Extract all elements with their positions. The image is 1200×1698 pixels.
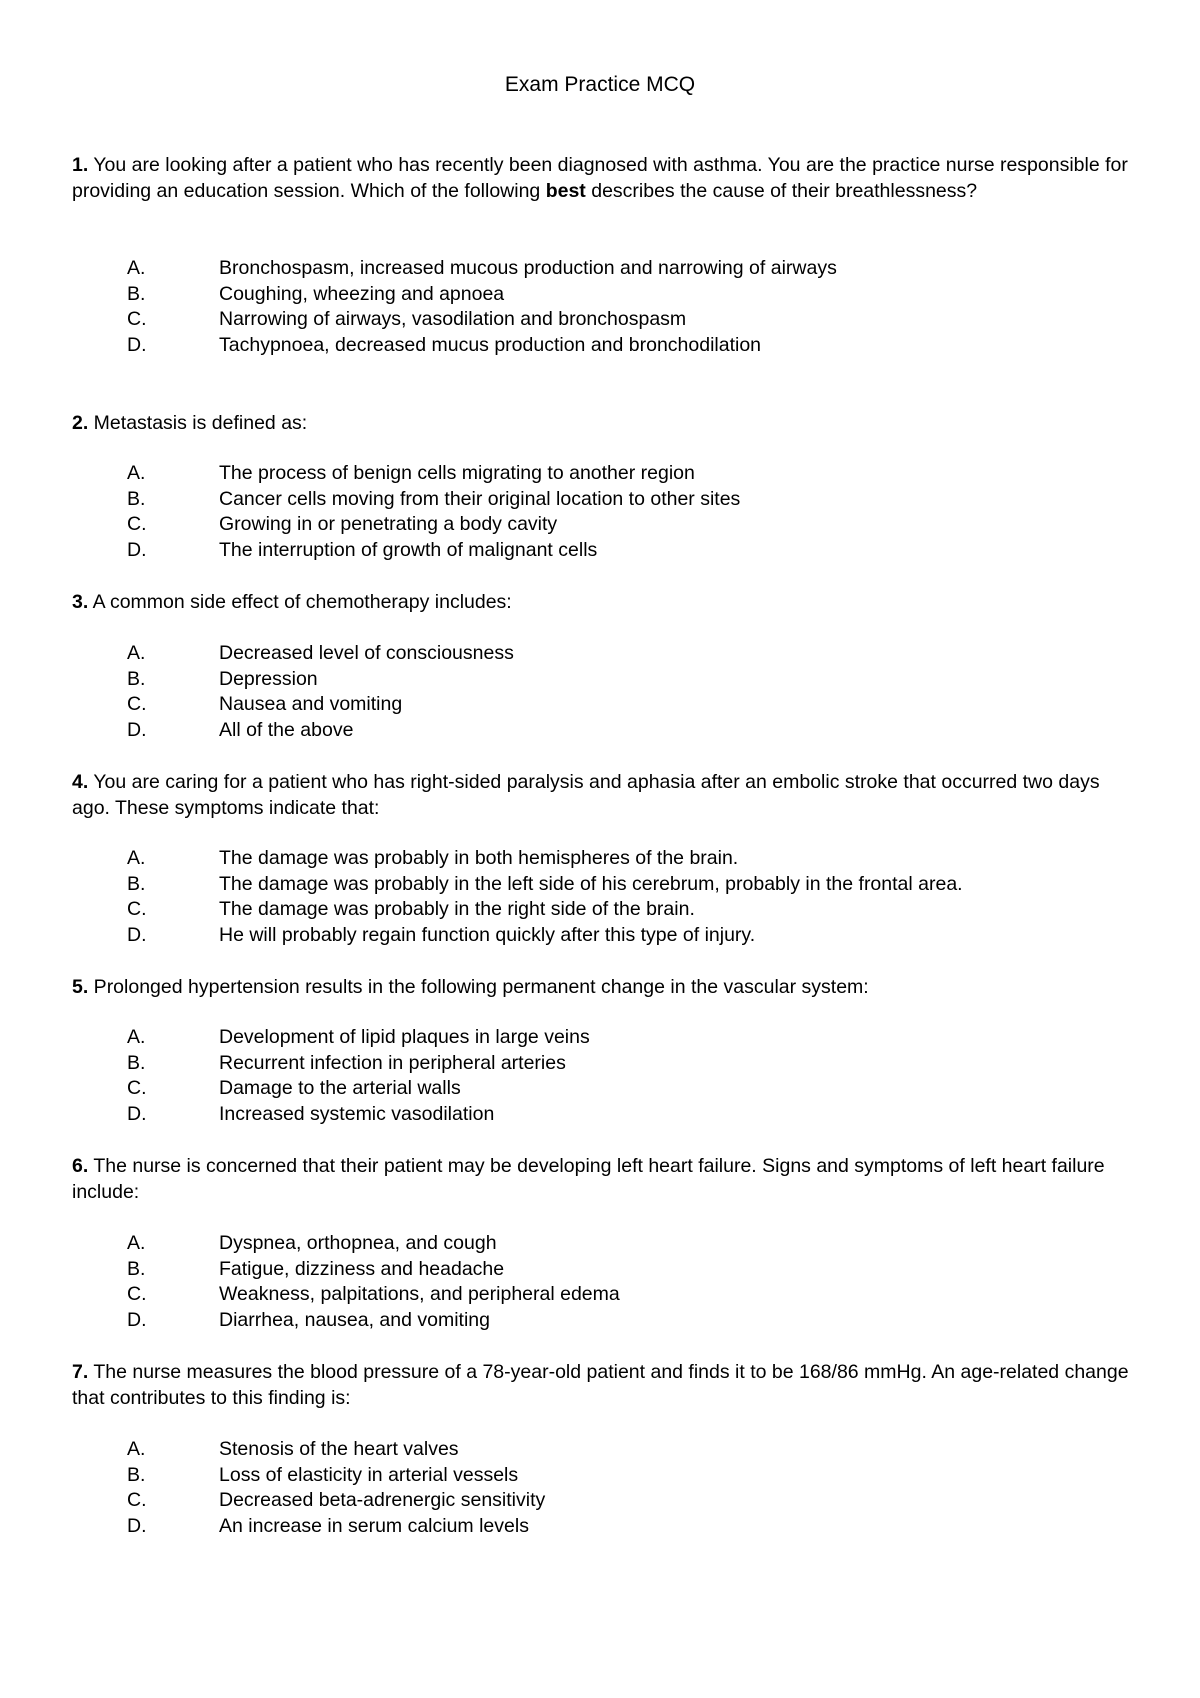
option-text: He will probably regain function quickly after this type of injury. <box>219 924 756 947</box>
question-text: The nurse is concerned that their patient may be developing left heart failure. Signs and symptoms of left heart failure include: <box>72 1155 1105 1203</box>
option-text: Diarrhea, nausea, and vomiting <box>219 1309 490 1332</box>
option-text: Growing in or penetrating a body cavity <box>219 513 558 536</box>
option-text: Loss of elasticity in arterial vessels <box>219 1463 519 1486</box>
question-5-options <box>127 1025 1127 1128</box>
option-c <box>127 307 1127 333</box>
option-letter: C. <box>127 693 147 716</box>
option-d <box>127 1514 1127 1540</box>
option-letter: B. <box>127 872 146 895</box>
option-d <box>127 538 1127 564</box>
option-letter: A. <box>127 1232 146 1254</box>
option-d <box>127 923 1127 949</box>
option-letter: B. <box>127 1051 146 1074</box>
option-letter: D. <box>127 539 147 562</box>
option-letter: B. <box>127 487 146 510</box>
question-text: The nurse measures the blood pressure of a 78-year-old patient and finds it to be 168/86 mmHg. An age-related change that contributes to this finding is: <box>72 1361 1129 1409</box>
option-text: Development of lipid plaques in large veins <box>219 1026 590 1048</box>
question-2-options <box>127 461 1127 564</box>
option-c <box>127 512 1127 538</box>
option-c <box>127 1488 1127 1514</box>
option-text: An increase in serum calcium levels <box>219 1515 529 1538</box>
option-letter: B. <box>127 1463 146 1486</box>
option-c <box>127 1076 1127 1102</box>
question-text: describes the cause of their breathlessness? <box>585 180 978 202</box>
question-emphasis: best <box>545 180 586 202</box>
question-7-stem <box>72 1359 1142 1411</box>
option-d <box>127 718 1127 744</box>
option-text: Nausea and vomiting <box>219 693 403 716</box>
question-4-stem <box>72 769 1142 821</box>
option-letter: C. <box>127 1283 147 1306</box>
option-text: Cancer cells moving from their original location to other sites <box>219 487 741 510</box>
question-3-options <box>127 641 1127 744</box>
question-number: 3. <box>72 591 89 613</box>
option-text: Coughing, wheezing and apnoea <box>219 282 505 305</box>
option-a <box>127 846 1127 872</box>
option-letter: D. <box>127 924 147 947</box>
option-letter: D. <box>127 334 147 357</box>
option-letter: B. <box>127 282 146 305</box>
question-number: 7. <box>72 1361 89 1383</box>
option-text: Decreased level of consciousness <box>219 642 514 664</box>
option-b <box>127 872 1127 898</box>
option-letter: A. <box>127 462 146 484</box>
question-2-stem <box>72 410 1142 436</box>
option-letter: A. <box>127 257 146 279</box>
question-7-options <box>127 1437 1127 1540</box>
option-text: The damage was probably in the left side of his cerebrum, probably in the frontal area. <box>219 872 963 895</box>
option-b <box>127 1051 1127 1077</box>
option-b <box>127 1257 1127 1283</box>
option-c <box>127 1282 1127 1308</box>
option-a <box>127 1437 1127 1463</box>
option-text: Recurrent infection in peripheral arteries <box>219 1051 566 1074</box>
option-b <box>127 667 1127 693</box>
option-a <box>127 461 1127 487</box>
question-1-options <box>127 256 1127 359</box>
option-letter: A. <box>127 1026 146 1048</box>
question-number: 5. <box>72 976 89 998</box>
option-letter: C. <box>127 513 147 536</box>
option-text: The damage was probably in the right side of the brain. <box>219 898 695 921</box>
option-text: Increased systemic vasodilation <box>219 1103 495 1126</box>
option-letter: D. <box>127 1103 147 1126</box>
option-text: Depression <box>219 667 318 690</box>
option-c <box>127 692 1127 718</box>
question-6-stem <box>72 1153 1142 1205</box>
option-text: Dyspnea, orthopnea, and cough <box>219 1232 497 1254</box>
option-a <box>127 1025 1127 1051</box>
option-text: Decreased beta-adrenergic sensitivity <box>219 1489 546 1512</box>
option-c <box>127 897 1127 923</box>
option-d <box>127 333 1127 359</box>
option-text: Tachypnoea, decreased mucus production and bronchodilation <box>219 334 762 357</box>
option-letter: B. <box>127 1257 146 1280</box>
option-text: Stenosis of the heart valves <box>219 1438 459 1460</box>
option-letter: D. <box>127 1515 147 1538</box>
question-number: 6. <box>72 1155 89 1177</box>
option-text: All of the above <box>219 719 354 742</box>
option-text: Damage to the arterial walls <box>219 1077 461 1100</box>
option-d <box>127 1308 1127 1334</box>
option-letter: D. <box>127 719 147 742</box>
page-title: Exam Practice MCQ <box>504 73 696 96</box>
option-text: Bronchospasm, increased mucous production and narrowing of airways <box>219 257 837 279</box>
question-number: 2. <box>72 412 89 434</box>
option-a <box>127 641 1127 667</box>
option-text: Fatigue, dizziness and headache <box>219 1257 505 1280</box>
option-letter: C. <box>127 1077 147 1100</box>
question-text: You are looking after a patient who has recently been diagnosed with asthma. You are the practice nurse responsible for providing an education session. Which of the following <box>72 154 1128 202</box>
option-text: The interruption of growth of malignant cells <box>219 539 598 562</box>
option-a <box>127 1231 1127 1257</box>
question-text: Prolonged hypertension results in the following permanent change in the vascular system: <box>88 976 869 998</box>
option-letter: D. <box>127 1309 147 1332</box>
question-3-stem <box>72 589 1142 615</box>
question-text: You are caring for a patient who has right-sided paralysis and aphasia after an embolic stroke that occurred two days ago. These symptoms indicate that: <box>72 771 1100 819</box>
option-letter: B. <box>127 667 146 690</box>
option-a <box>127 256 1127 282</box>
question-6-options <box>127 1231 1127 1334</box>
option-letter: C. <box>127 308 147 331</box>
option-text: The process of benign cells migrating to another region <box>219 462 695 484</box>
option-b <box>127 487 1127 513</box>
option-d <box>127 1102 1127 1128</box>
option-text: The damage was probably in both hemispheres of the brain. <box>219 847 739 869</box>
question-4-options <box>127 846 1127 949</box>
option-letter: A. <box>127 847 146 869</box>
option-letter: C. <box>127 1489 147 1512</box>
option-text: Narrowing of airways, vasodilation and bronchospasm <box>219 308 687 331</box>
option-b <box>127 282 1127 308</box>
question-number: 1. <box>72 154 89 176</box>
question-text: Metastasis is defined as: <box>88 412 308 434</box>
option-letter: A. <box>127 642 146 664</box>
question-text: A common side effect of chemotherapy includes: <box>88 591 512 613</box>
option-letter: C. <box>127 898 147 921</box>
question-1-stem <box>72 152 1142 204</box>
question-5-stem <box>72 974 1142 1000</box>
option-b <box>127 1463 1127 1489</box>
option-letter: A. <box>127 1438 146 1460</box>
option-text: Weakness, palpitations, and peripheral edema <box>219 1283 620 1306</box>
question-number: 4. <box>72 771 89 793</box>
